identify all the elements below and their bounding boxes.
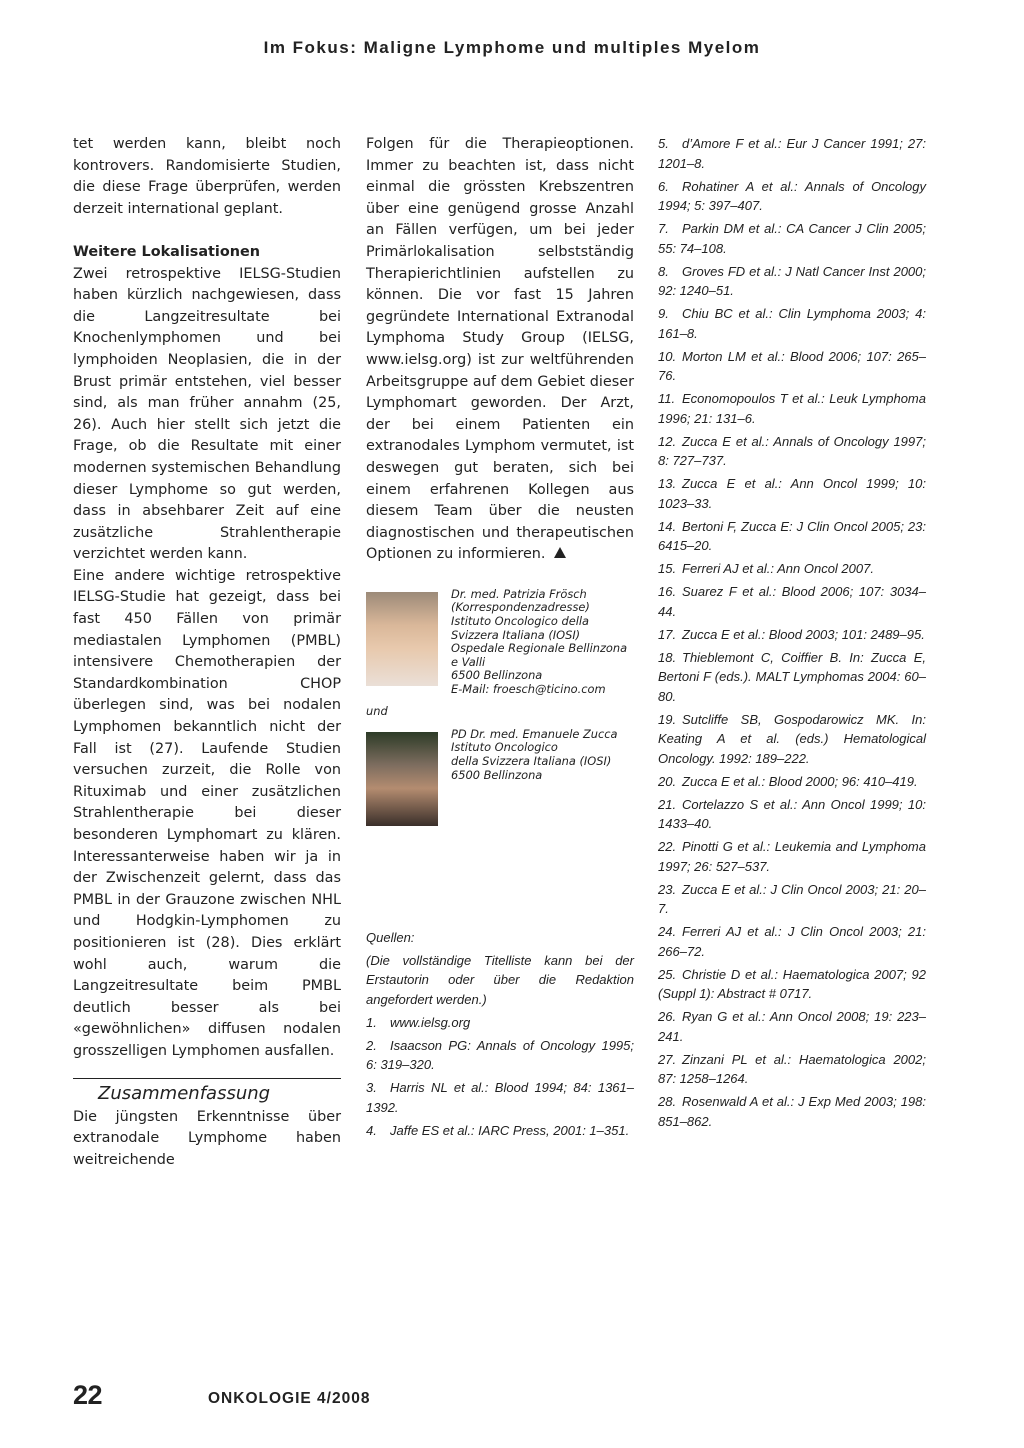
reference-item [658, 134, 926, 173]
reference-number: 28. [658, 1094, 677, 1109]
author-photo [366, 732, 438, 826]
reference-list [658, 134, 926, 1131]
reference-number: 11. [658, 391, 676, 406]
reference-number: 27. [658, 1051, 677, 1067]
reference-number: 10. [658, 348, 677, 364]
reference-number: 8. [658, 263, 669, 279]
reference-text: Ferreri AJ et al.: Ann Oncol 2007. [682, 561, 874, 576]
reference-list [366, 1013, 634, 1141]
reference-text: Groves FD et al.: J Natl Cancer Inst 2000; 92: 1240–51. [658, 263, 926, 298]
reference-number: 25. [658, 966, 677, 982]
running-header: Im Fokus: Maligne Lymphome und multiples Myelom [263, 38, 761, 57]
reference-number: 7. [658, 221, 669, 236]
reference-number: 9. [658, 306, 669, 321]
author-line: Svizzera Italiana (IOSI) [451, 627, 581, 642]
reference-item [658, 304, 926, 343]
reference-number: 21. [658, 796, 677, 812]
author-block-froesch [366, 586, 634, 720]
reference-column [658, 134, 926, 1135]
reference-item [658, 1092, 926, 1131]
reference-text: Rohatiner A et al.: Annals of Oncology 1994; 5: 397–407. [658, 178, 926, 213]
reference-text: Ferreri AJ et al.: J Clin Oncol 2003; 21: 266–72. [658, 924, 926, 959]
reference-number: 19. [658, 711, 677, 727]
author-email: E-Mail: froesch@ticino.com [451, 682, 606, 697]
reference-text: Harris NL et al.: Blood 1994; 84: 1361–1392. [366, 1080, 634, 1115]
reference-number: 16. [658, 584, 677, 599]
author-line: Istituto Oncologico della [451, 614, 590, 629]
reference-item [658, 559, 926, 579]
end-of-article-triangle-icon [554, 547, 566, 558]
author-block-zucca [366, 726, 634, 846]
author-photo [366, 592, 438, 686]
reference-item [658, 625, 926, 645]
section-divider [73, 1078, 341, 1107]
reference-text: Economopoulos T et al.: Leuk Lymphoma 1996; 21: 131–6. [658, 391, 926, 426]
section-title-zusammenfassung: Zusammenfassung [98, 1082, 271, 1104]
reference-text: Zucca E et al.: Blood 2003; 101: 2489–95. [682, 626, 925, 642]
reference-number: 18. [658, 649, 677, 665]
reference-text: Sutcliffe SB, Gospodarowicz MK. In: Keating A et al. (eds.) Hematological Oncology. 1992: 189–222. [658, 711, 926, 766]
reference-text: Zucca E et al.: Blood 2000; 96: 410–419. [682, 773, 918, 789]
reference-text: Parkin DM et al.: CA Cancer J Clin 2005; 55: 74–108. [658, 221, 926, 256]
reference-number: 4. [366, 1122, 377, 1138]
author-line: e Valli [451, 654, 486, 669]
reference-number: 15. [658, 561, 677, 576]
reference-item [658, 772, 926, 792]
reference-item [658, 710, 926, 769]
reference-text: Zucca E et al.: Annals of Oncology 1997; 8: 727–737. [658, 433, 926, 468]
reference-text: Chiu BC et al.: Clin Lymphoma 2003; 4: 161–8. [658, 306, 926, 341]
reference-number: 17. [658, 626, 677, 642]
paragraph-intro: tet werden kann, bleibt noch kontrovers. Randomisierte Studien, die diese Frage überprüfen, werden derzeit international geplant. [73, 136, 341, 217]
sources-label: Quellen: [366, 929, 415, 945]
reference-number: 23. [658, 881, 677, 897]
author-address [451, 728, 636, 782]
reference-text: Pinotti G et al.: Leukemia and Lymphoma 1997; 26: 527–537. [658, 839, 926, 874]
reference-number: 12. [658, 433, 677, 449]
reference-item [658, 965, 926, 1004]
reference-number: 13. [658, 476, 677, 491]
reference-number: 5. [658, 136, 669, 151]
reference-item [658, 795, 926, 834]
reference-item [658, 582, 926, 621]
reference-text: Morton LM et al.: Blood 2006; 107: 265–76. [658, 348, 926, 383]
reference-text: Christie D et al.: Haematologica 2007; 92 (Suppl 1): Abstract # 0717. [658, 966, 926, 1001]
text-column-2 [366, 134, 634, 1144]
author-line: della Svizzera Italiana (IOSI) [451, 754, 612, 769]
reference-item [366, 1078, 634, 1117]
reference-number: 2. [366, 1037, 377, 1053]
author-line: Dr. med. Patrizia Frösch [451, 586, 587, 601]
paragraph-lokalisationen: Zwei retrospektive IELSG-Studien haben kürzlich nachgewiesen, dass die Langzeitresultate bei Knochenlymphomen und bei lymphoiden Neoplasien, die in der Brust primär entstehen, viel besser sind, als man früher annahm (25, 26). Auch hier stellt sich jetzt die Frage, ob die Resultate mit einer modernen systemischen Behandlung dieser Lymphome so gut werden, dass in absehbarer Zeit auf eine zusätzliche Strahlentherapie verzichtet werden kann. [73, 265, 341, 563]
reference-number: 24. [658, 924, 677, 939]
reference-text: Rosenwald A et al.: J Exp Med 2003; 198: 851–862. [658, 1094, 926, 1129]
reference-item [658, 177, 926, 216]
author-line: 6500 Bellinzona [451, 668, 543, 683]
reference-item [658, 880, 926, 919]
reference-item [658, 432, 926, 471]
paragraph-therapy-options [366, 134, 634, 566]
paragraph-summary: Die jüngsten Erkenntnisse über extranodale Lymphome haben weitreichende [73, 1108, 341, 1168]
author-line: Istituto Oncologico [451, 740, 558, 755]
reference-number: 26. [658, 1009, 677, 1024]
journal-issue: ONKOLOGIE 4/2008 [208, 1390, 371, 1407]
subheading-weitere-lokalisationen: Weitere Lokalisationen [73, 243, 260, 260]
reference-text: Zucca E et al.: J Clin Oncol 2003; 21: 20–7. [658, 881, 926, 916]
author-address [451, 588, 636, 697]
reference-item [658, 389, 926, 428]
reference-number: 1. [366, 1014, 377, 1030]
reference-text: www.ielsg.org [390, 1014, 471, 1030]
reference-text: Isaacson PG: Annals of Oncology 1995; 6: 319–320. [366, 1037, 634, 1073]
reference-item [658, 922, 926, 961]
reference-item [658, 1050, 926, 1089]
reference-item [658, 219, 926, 258]
reference-number: 6. [658, 178, 669, 194]
author-connector: und [366, 703, 388, 718]
reference-number: 14. [658, 518, 677, 534]
reference-item [658, 517, 926, 556]
reference-item [658, 648, 926, 707]
paragraph-therapy-options-text: Folgen für die Therapieoptionen. Immer zu beachten ist, dass nicht einmal die grössten Krebszentren über eine genügend grosse Anzahl an Fällen verfügen, um bei jeder Primärlokalisation selbstständig Therapierichtlinien aufstellen zu können. Die vor fast 15 Jahren gegründete International Extranodal Lymphoma Study Group (IELSG, www.ielsg.org) ist zur weltführenden Arbeitsgruppe auf dem Gebiet dieser Lymphomart geworden. Der Arzt, der bei einem Patienten ein extranodales Lymphom vermutet, ist deswegen gut beraten, sich bei einem erfahrenen Kollegen aus diesem Team über die neusten diagnostischen und therapeutischen Optionen zu informieren. [366, 136, 634, 563]
reference-item [658, 1007, 926, 1046]
author-line: (Korrespondenzadresse) [451, 600, 590, 615]
reference-text: Thieblemont C, Coiffier B. In: Zucca E, Bertoni F (eds.). MALT Lymphomas 2004: 60–80. [658, 649, 926, 704]
page-number: 22 [73, 1380, 103, 1410]
reference-number: 20. [658, 773, 677, 789]
reference-text: Ryan G et al.: Ann Oncol 2008; 19: 223–241. [658, 1009, 926, 1044]
author-line: PD Dr. med. Emanuele Zucca [451, 726, 618, 741]
author-line: Ospedale Regionale Bellinzona [451, 641, 628, 656]
sources-note: (Die vollständige Titelliste kann bei der Erstautorin oder über die Redaktion angefordert werden.) [366, 952, 634, 1007]
reference-item [658, 837, 926, 876]
reference-text: Cortelazzo S et al.: Ann Oncol 1999; 10: 1433–40. [658, 796, 926, 831]
reference-item [366, 1036, 634, 1075]
reference-item [366, 1013, 634, 1033]
reference-text: Zucca E et al.: Ann Oncol 1999; 10: 1023–33. [658, 476, 926, 511]
reference-item [658, 262, 926, 301]
reference-item [658, 347, 926, 386]
reference-number: 22. [658, 839, 677, 854]
sources-block [366, 928, 634, 1141]
reference-text: Zinzani PL et al.: Haematologica 2002; 87: 1258–1264. [658, 1051, 926, 1086]
reference-text: Bertoni F, Zucca E: J Clin Oncol 2005; 23: 6415–20. [658, 518, 926, 553]
reference-number: 3. [366, 1080, 377, 1096]
reference-text: d’Amore F et al.: Eur J Cancer 1991; 27: 1201–8. [658, 136, 926, 171]
reference-item [658, 474, 926, 513]
author-line: 6500 Bellinzona [451, 767, 543, 782]
reference-text: Suarez F et al.: Blood 2006; 107: 3034–44. [658, 584, 926, 619]
reference-item [366, 1121, 634, 1141]
text-column-1 [73, 134, 341, 1171]
reference-text: Jaffe ES et al.: IARC Press, 2001: 1–351. [390, 1122, 630, 1138]
paragraph-pmbl: Eine andere wichtige retrospektive IELSG-Studie hat gezeigt, dass bei fast 450 Fällen von primär mediastalen Lymphomen (PMBL) intensivere Chemotherapien der Standardkombination CHOP überlegen sind, was bei nodalen Lymphomen bekanntlich nicht der Fall ist (27). Laufende Studien versuchen zurzeit, die Rolle von Rituximab und einer zusätzlichen Strahlentherapie bei dieser besonderen Lymphomart zu klären. Interessanterweise haben wir ja in der Zwischenzeit gelernt, dass das PMBL in der Grauzone zwischen NHL und Hodgkin-Lymphomen zu positionieren ist (28). Dies erklärt wohl auch, warum die Langzeitresultate beim PMBL deutlich besser als bei «gewöhnlichen» diffusen nodalen grosszelligen Lymphomen ausfallen. [73, 567, 341, 1059]
